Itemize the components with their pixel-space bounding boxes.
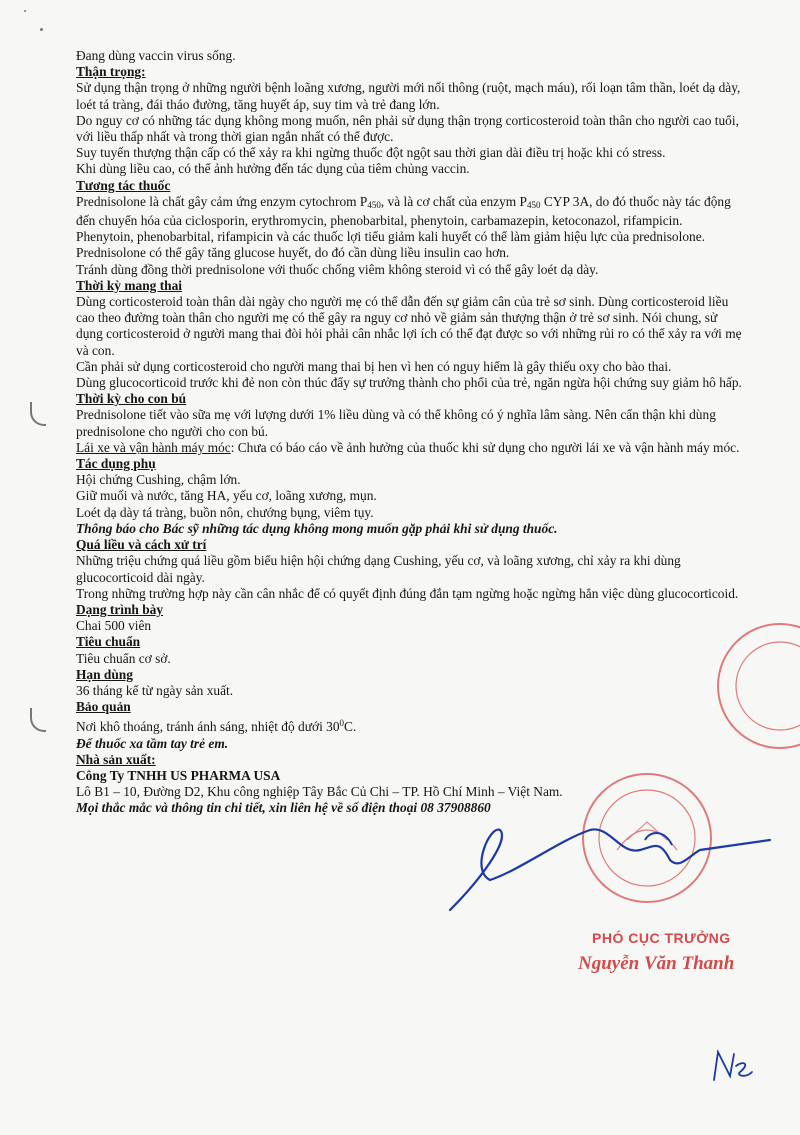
text-run: Nơi khô thoáng, tránh ánh sáng, nhiệt độ dưới 30 — [76, 719, 340, 735]
paragraph: Loét dạ dày tá tràng, buồn nôn, chướng bụng, viêm tụy. — [76, 504, 374, 520]
punch-hole-mark — [30, 402, 46, 426]
text-run: , và là cơ chất của enzym P — [380, 193, 527, 209]
punch-hole-mark — [30, 708, 46, 732]
manufacturer-name: Công Ty TNHH US PHARMA USA — [76, 767, 281, 783]
section-heading-bao-quan: Bảo quản — [76, 699, 131, 715]
text-run: CYP 3A, do đó thuốc này tác động đến chuyển hóa của ciclosporin, erythromycin, phenobarbital, phenytoin, carbamazepin, ketoconazol, rifampicin. — [76, 193, 731, 229]
paragraph: Đang dùng vaccin virus sống. — [76, 48, 236, 63]
manufacturer-address: Lô B1 – 10, Đường D2, Khu công nghiệp Tây Bắc Củ Chi – TP. Hồ Chí Minh – Việt Nam. — [76, 784, 563, 800]
paragraph: Cần phải sử dụng corticosteroid cho người mang thai bị hen vì hen có nguy hiểm là gây thiếu oxy cho bào thai. — [76, 358, 672, 374]
section-heading-tuong-tac: Tương tác thuốc — [76, 177, 171, 193]
section-heading-qua-lieu: Quá liều và cách xử trí — [76, 537, 207, 553]
paragraph: Trong những trường hợp này cần cân nhắc để có quyết định đúng đắn tạm ngừng hoặc ngừng hẳn việc dùng glucocorticoid. — [76, 585, 739, 601]
paragraph: Phenytoin, phenobarbital, rifampicin và các thuốc lợi tiểu giảm kali huyết có thể làm giảm hiệu lực của prednisolone. — [76, 229, 706, 245]
official-name: Nguyễn Văn Thanh — [578, 953, 735, 974]
paragraph: Do nguy cơ có những tác dụng không mong muốn, nên phải sử dụng thận trọng corticosteroid toàn thân cho người cao tuổi, với liều thấp nhất và trong thời gian ngắn nhất có thể được. — [76, 112, 739, 145]
text-run: : Chưa có báo cáo về ảnh hưởng của thuốc khi sử dụng cho người lái xe và vận hành máy móc. — [230, 439, 740, 455]
contact-line: Mọi thắc mắc và thông tin chi tiết, xin liên hệ về số điện thoại 08 37908860 — [76, 800, 491, 816]
official-title: PHÓ CỤC TRƯỞNG — [592, 930, 731, 946]
paragraph: Dùng glucocorticoid trước khi đẻ non còn thúc đẩy sự trưởng thành cho phổi của trẻ, ngăn ngừa hội chứng suy giảm hô hấp. — [76, 375, 742, 391]
paragraph: Những triệu chứng quá liều gồm biểu hiện hội chứng dạng Cushing, yếu cơ, và loãng xương, chỉ xảy ra khi dùng glucocorticoid dài ngày. — [76, 553, 681, 585]
notice-paragraph: Để thuốc xa tầm tay trẻ em. — [76, 735, 229, 751]
paragraph: Tránh dùng đồng thời prednisolone với thuốc chống viêm không steroid vì có thể gây loét dạ dày. — [76, 261, 599, 277]
paragraph: Hội chứng Cushing, chậm lớn. — [76, 472, 241, 488]
paragraph: Suy tuyến thượng thận cấp có thể xảy ra khi ngừng thuốc đột ngột sau thời gian dài điều trị hoặc khi có stress. — [76, 145, 666, 161]
company-stamp — [690, 618, 800, 753]
subscript: 450 — [527, 199, 541, 210]
paragraph: Chai 500 viên — [76, 618, 152, 634]
paragraph: 36 tháng kể từ ngày sản xuất. — [76, 682, 234, 698]
section-heading-nha-san-xuat: Nhà sản xuất: — [76, 751, 156, 767]
initials-mark — [710, 1046, 755, 1086]
paragraph — [76, 715, 744, 735]
paragraph: Prednisolone có thể gây tăng glucose huyết, do đó cần dùng liều insulin cao hơn. — [76, 245, 510, 261]
section-heading-mang-thai: Thời kỳ mang thai — [76, 277, 183, 293]
superscript: 0 — [339, 718, 345, 729]
text-run: Prednisolone là chất gây cảm ứng enzym cytochrom P — [76, 193, 368, 209]
paragraph: Khi dùng liều cao, có thể ảnh hưởng đến tác dụng của tiêm chủng vaccin. — [76, 161, 470, 177]
section-heading-con-bu: Thời kỳ cho con bú — [76, 391, 187, 407]
inline-heading-lai-xe: Lái xe và vận hành máy móc — [76, 439, 231, 455]
document-body — [76, 48, 744, 817]
paragraph: Tiêu chuẩn cơ sở. — [76, 650, 171, 666]
section-heading-tieu-chuan: Tiêu chuẩn — [76, 634, 141, 650]
subscript: 450 — [367, 199, 381, 210]
section-heading-dang-trinh-bay: Dạng trình bày — [76, 601, 164, 617]
paragraph — [76, 194, 744, 229]
paragraph: Dùng corticosteroid toàn thân dài ngày cho người mẹ có thể dẫn đến sự giảm cân của trẻ sơ sinh. Dùng corticosteroid liều cao theo đường toàn thân cho người mẹ có thể gây ra nguy cơ nhỏ về giảm sản thượng thận ở trẻ sơ sinh. Nói chung, sử dụng corticosteroid ở người mang thai đòi hỏi phải cân nhắc lợi ích có thể đạt được so với những rủi ro có thể xảy ra với mẹ và con. — [76, 294, 742, 358]
paragraph — [76, 440, 744, 456]
paragraph: Prednisolone tiết vào sữa mẹ với lượng dưới 1% liều dùng và có thể không có ý nghĩa lâm sàng. Nên cẩn thận khi dùng prednisolone cho người cho con bú. — [76, 407, 716, 439]
text-run: C. — [344, 719, 357, 735]
paragraph: Giữ muối và nước, tăng HA, yếu cơ, loãng xương, mụn. — [76, 488, 377, 504]
paragraph: Sử dụng thận trọng ở những người bệnh loãng xương, người mới nối thông (ruột, mạch máu), rối loạn tâm thần, loét dạ dày, loét tá tràng, đái tháo đường, tăng huyết áp, suy tim và trẻ đang lớn. — [76, 80, 741, 112]
notice-paragraph: Thông báo cho Bác sỹ những tác dụng không mong muốn gặp phải khi sử dụng thuốc. — [76, 520, 558, 536]
signature — [440, 770, 780, 920]
scan-speck — [40, 28, 43, 31]
section-heading-tac-dung-phu: Tác dụng phụ — [76, 456, 156, 472]
scan-speck — [24, 10, 26, 12]
section-heading-han-dung: Hạn dùng — [76, 666, 133, 682]
section-heading-than-trong: Thận trọng: — [76, 64, 146, 80]
